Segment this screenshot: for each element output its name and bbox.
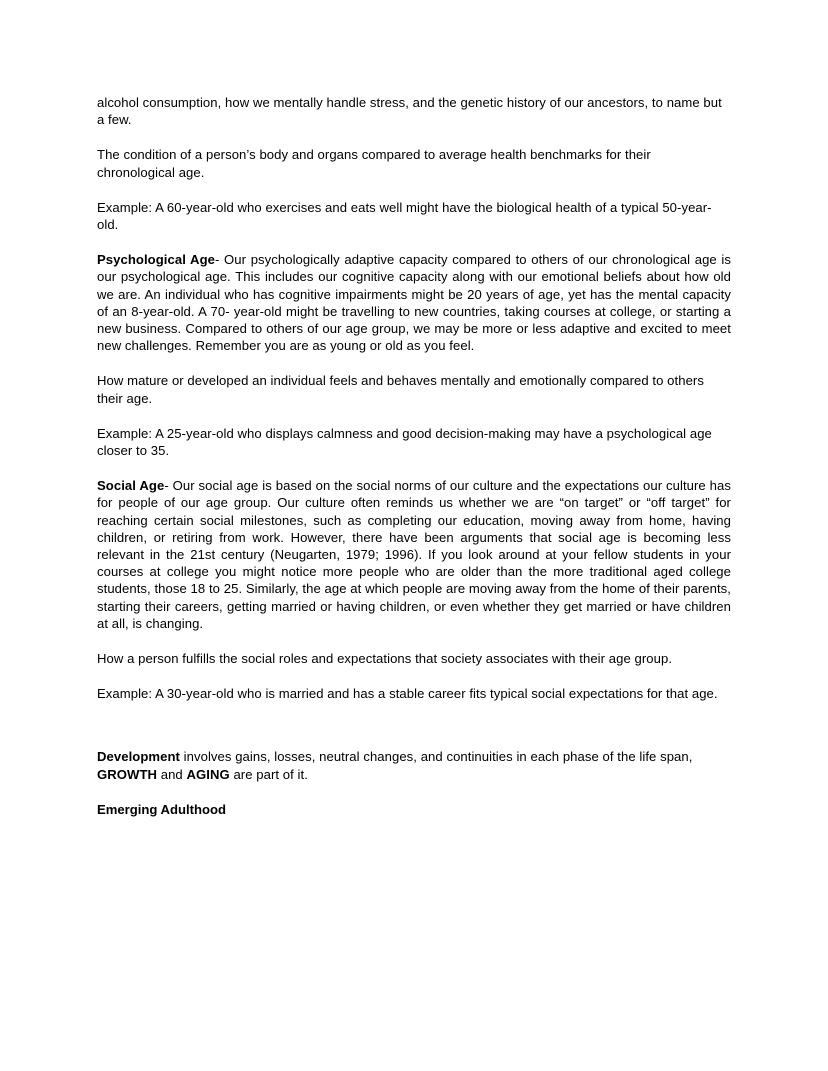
development-label: Development (97, 749, 180, 765)
psychological-age-body: - Our psychologically adaptive capacity compared to others of our chronological age is our psychological age. This includes our cognitive capacity along with our emotional beliefs about how old we are. An individual who has cognitive impairments might be 20 years of age, yet has the mental capacity of an 8-year-old. A 70- year-old might be travelling to new countries, taking courses at college, or starting a new business. Compared to others of our age group, we may be more or less adaptive and excited to meet new challenges. Remember you are as young or old as you feel. (97, 252, 731, 354)
development-text-part1: involves gains, losses, neutral changes, and continuities in each phase of the life span, (179, 749, 693, 765)
social-age-label: Social Age (97, 478, 165, 494)
paragraph-social-age (97, 477, 731, 632)
paragraph-biological-example: Example: A 60-year-old who exercises and eats well might have the biological health of a typical 50-year-old. (97, 199, 712, 233)
paragraph-social-example: Example: A 30-year-old who is married and has a stable career fits typical social expectations for that age. (97, 686, 718, 702)
development-text-part3: are part of it. (229, 766, 308, 782)
paragraph-psychological-example: Example: A 25-year-old who displays calmness and good decision-making may have a psychological age closer to 35. (97, 425, 712, 459)
paragraph-development (97, 748, 731, 782)
aging-label: AGING (186, 766, 230, 782)
development-text-part2: and (157, 766, 187, 782)
paragraph-biological-definition: The condition of a person’s body and organs compared to average health benchmarks for their chronological age. (97, 147, 651, 180)
heading-emerging-adulthood: Emerging Adulthood (97, 801, 226, 817)
social-age-body: - Our social age is based on the social norms of our culture and the expectations our culture has for people of our age group. Our culture often reminds us whether we are “on target” or “off target” for reaching certain social milestones, such as completing our education, moving away from home, having children, or retiring from work. However, there have been arguments that social age is becoming less relevant in the 21st century (Neugarten, 1979; 1996). If you look around at your fellow students in your courses at college you might notice more people who are older than the more traditional aged college students, those 18 to 25. Similarly, the age at which people are moving away from the home of their parents, starting their careers, getting married or having children, or even whether they get married or have children at all, is changing. (97, 478, 731, 631)
psychological-age-label: Psychological Age (97, 252, 215, 268)
paragraph-psychological-definition: How mature or developed an individual feels and behaves mentally and emotionally compared to others their age. (97, 373, 704, 406)
growth-label: GROWTH (97, 766, 158, 782)
paragraph-continuation: alcohol consumption, how we mentally handle stress, and the genetic history of our ancestors, to name but a few. (97, 95, 722, 128)
paragraph-social-definition: How a person fulfills the social roles and expectations that society associates with their age group. (97, 651, 673, 667)
paragraph-psychological-age (97, 251, 731, 354)
text-column (97, 94, 731, 818)
